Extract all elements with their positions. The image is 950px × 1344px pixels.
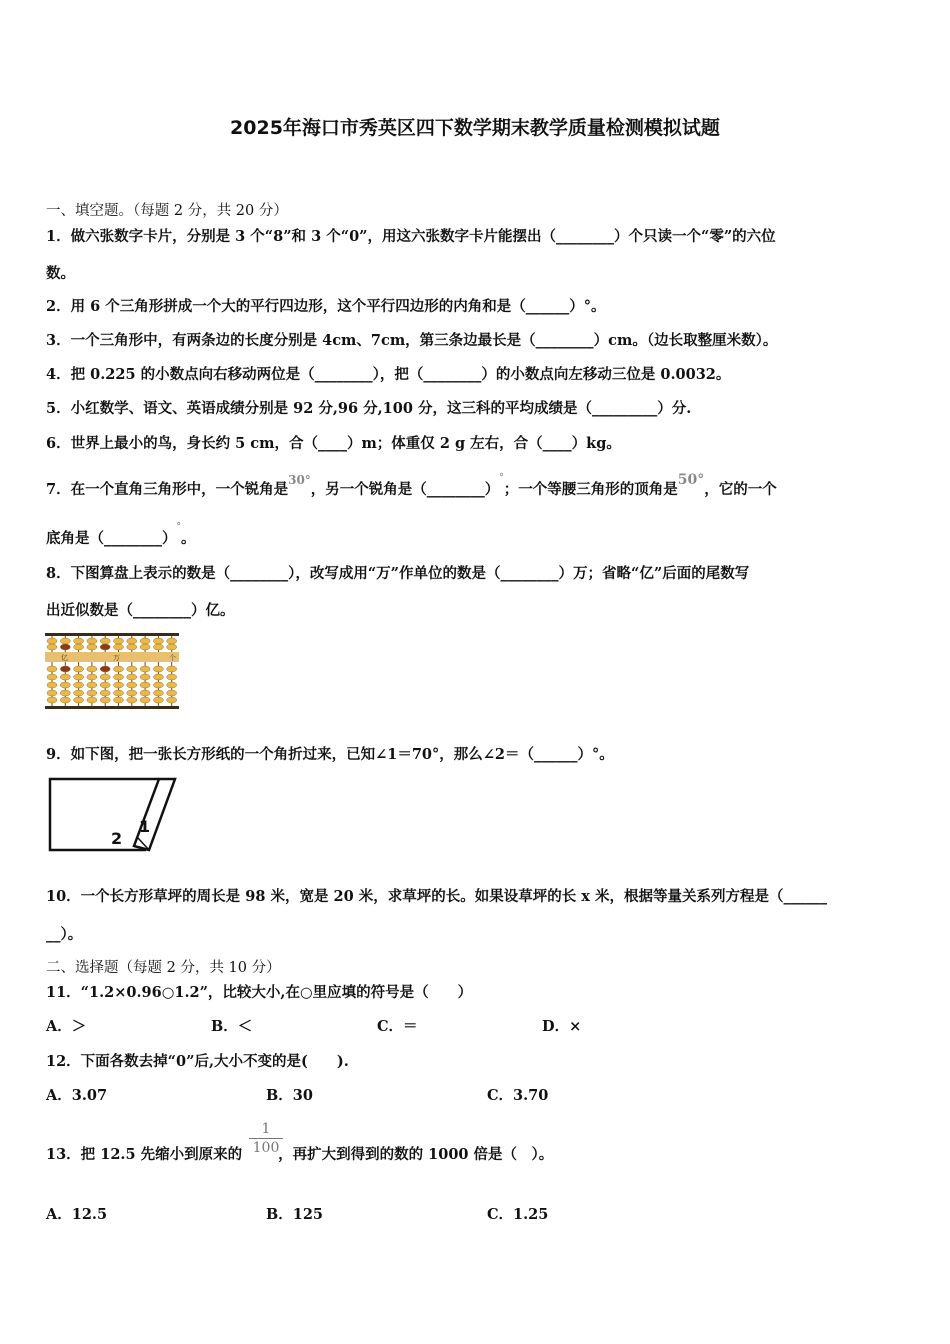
fraction-denominator: 100 (252, 1140, 280, 1156)
abacus-bead (60, 674, 70, 680)
abacus-bead (47, 690, 57, 696)
q7-angle-50: 50° (677, 472, 705, 488)
angle-1-label: 1 (139, 817, 151, 836)
q7-angle-30: 30° (288, 473, 311, 487)
abacus-bead (74, 638, 84, 644)
angle-2-label: 2 (111, 829, 123, 848)
question-5: 5．小红数学、语文、英语成绩分别是 92 分,96 分,100 分，这三科的平均成绩是（_________）分. (46, 400, 692, 417)
abacus-bead (60, 644, 70, 650)
abacus-bead (140, 690, 150, 696)
abacus-bead (167, 638, 177, 644)
abacus-bead (60, 690, 70, 696)
abacus-bead (100, 638, 110, 644)
abacus-bead (100, 697, 110, 703)
abacus-bead (74, 697, 84, 703)
abacus-bead (87, 690, 97, 696)
abacus-bead (114, 638, 124, 644)
abacus-bead (74, 690, 84, 696)
question-8-line-2: 出近似数是（________）亿。 (46, 602, 235, 619)
abacus-top-frame (45, 633, 179, 636)
abacus-bead (87, 682, 97, 688)
question-6: 6．世界上最小的鸟，身长约 5 cm，合（____）m；体重仅 2 g 左右，合（____）kg。 (46, 435, 621, 452)
q7-part1: 7．在一个直角三角形中，一个锐角是 (46, 481, 289, 498)
question-1-line-1: 1．做六张数字卡片，分别是 3 个“8”和 3 个“0”，用这六张数字卡片能摆出（________）个只读一个“零”的六位 (46, 228, 776, 245)
abacus-label-yi: 亿 (61, 654, 68, 662)
question-4: 4．把 0.225 的小数点向右移动两位是（________），把（________）的小数点向左移动三位是 0.0032。 (46, 366, 731, 383)
fraction-numerator: 1 (249, 1120, 283, 1139)
abacus-bead (87, 674, 97, 680)
abacus-bead (60, 666, 70, 672)
abacus-bead (74, 674, 84, 680)
abacus-bead (153, 638, 163, 644)
abacus-bead (87, 638, 97, 644)
q7-line2: 底角是（________） (46, 530, 177, 547)
abacus-bead (47, 682, 57, 688)
abacus-bead (47, 644, 57, 650)
question-7-line-2 (46, 522, 196, 551)
q13-part2: ，再扩大到得到的数的 1000 倍是（ ）。 (278, 1146, 554, 1163)
abacus-bead (167, 666, 177, 672)
abacus-bead (153, 682, 163, 688)
abacus-bead (140, 638, 150, 644)
abacus-bead (74, 666, 84, 672)
abacus-bead (140, 666, 150, 672)
question-9: 9．如下图，把一张长方形纸的一个角折过来，已知∠1＝70°，那么∠2＝（______）°。 (46, 746, 614, 763)
abacus-bead (127, 666, 137, 672)
abacus-bead (167, 644, 177, 650)
abacus-bead (153, 674, 163, 680)
question-7-line-1 (46, 472, 777, 502)
question-2: 2．用 6 个三角形拼成一个大的平行四边形，这个平行四边形的内角和是（______）°。 (46, 298, 606, 315)
abacus-bead (47, 666, 57, 672)
q7-line2-end: 。 (181, 530, 196, 547)
abacus-bead (87, 644, 97, 650)
q12-option-a[interactable]: A．3.07 (46, 1087, 108, 1104)
abacus-bead (114, 690, 124, 696)
q11-option-b[interactable]: B．＜ (211, 1018, 253, 1035)
q13-option-a[interactable]: A．12.5 (46, 1206, 108, 1223)
q11-option-a[interactable]: A．＞ (46, 1018, 87, 1035)
question-13 (46, 1145, 553, 1165)
question-10-line-2: __）。 (46, 926, 83, 943)
abacus-bead (153, 666, 163, 672)
abacus-bead (114, 674, 124, 680)
abacus-bead (100, 690, 110, 696)
q11-option-c[interactable]: C．＝ (377, 1018, 418, 1035)
abacus-bead (87, 666, 97, 672)
abacus-bead (167, 682, 177, 688)
abacus-bead (127, 697, 137, 703)
abacus-bead (47, 697, 57, 703)
abacus-bead (153, 697, 163, 703)
q13-option-c[interactable]: C．1.25 (487, 1206, 549, 1223)
abacus-bead (47, 638, 57, 644)
abacus-bead (153, 644, 163, 650)
abacus-bead (127, 682, 137, 688)
abacus-bead (114, 682, 124, 688)
abacus-bead (127, 638, 137, 644)
question-12: 12．下面各数去掉“0”后,大小不变的是( ). (46, 1053, 349, 1070)
q7-degree-2: ° (176, 522, 181, 532)
abacus-bead (140, 674, 150, 680)
q13-option-b[interactable]: B．125 (266, 1206, 324, 1223)
abacus-bead (74, 644, 84, 650)
abacus-bead (47, 674, 57, 680)
abacus-bead (74, 682, 84, 688)
abacus-bead (167, 690, 177, 696)
abacus-bead (60, 682, 70, 688)
q7-part4: ，它的一个 (704, 481, 777, 498)
abacus-bead (140, 644, 150, 650)
question-1-line-2: 数。 (46, 265, 75, 282)
abacus-bead (140, 697, 150, 703)
question-8-line-1: 8．下图算盘上表示的数是（________），改写成用“万”作单位的数是（________）万；省略“亿”后面的尾数写 (46, 565, 750, 582)
abacus-bead (100, 682, 110, 688)
question-10-line-1: 10．一个长方形草坪的周长是 98 米，宽是 20 米，求草坪的长。如果设草坪的长 x 米，根据等量关系列方程是（______ (46, 888, 827, 905)
abacus-beads (47, 638, 177, 703)
page-title: 2025年海口市秀英区四下数学期末教学质量检测模拟试题 (230, 117, 720, 139)
q13-part1: 13．把 12.5 先缩小到原来的 (46, 1146, 243, 1163)
abacus-bead (114, 644, 124, 650)
abacus-bead (140, 682, 150, 688)
abacus-bead (60, 697, 70, 703)
rectangle-edges (50, 779, 159, 850)
abacus-bead (114, 697, 124, 703)
section-1-heading: 一、填空题。（每题 2 分，共 20 分） (46, 203, 288, 219)
abacus-label-wan: 万 (113, 654, 120, 662)
question-11: 11．“1.2×0.96○1.2”，比较大小,在○里应填的符号是（ ） (46, 984, 473, 1001)
folded-rectangle-figure (46, 776, 180, 854)
abacus-bead (167, 697, 177, 703)
q12-option-c[interactable]: C．3.70 (487, 1087, 549, 1104)
abacus-bead (167, 674, 177, 680)
abacus-bottom-frame (45, 706, 179, 709)
abacus-bead (87, 697, 97, 703)
abacus-bead (127, 644, 137, 650)
abacus-bead (127, 674, 137, 680)
section-2-heading: 二、选择题（每题 2 分，共 10 分） (46, 960, 281, 976)
abacus-bead (153, 690, 163, 696)
abacus-bead (100, 666, 110, 672)
abacus-bead (114, 666, 124, 672)
abacus-image (45, 633, 179, 709)
abacus-label-ge: 个 (169, 654, 176, 662)
q7-degree-1: ° (499, 473, 504, 483)
abacus-bead (60, 638, 70, 644)
abacus-bead (127, 690, 137, 696)
q11-option-d[interactable]: D．× (542, 1018, 582, 1035)
abacus-bead (100, 644, 110, 650)
q13-fraction (249, 1120, 283, 1157)
q7-part3: ；一个等腰三角形的顶角是 (503, 481, 678, 498)
q12-option-b[interactable]: B．30 (266, 1087, 313, 1104)
abacus-bead (100, 674, 110, 680)
question-3: 3．一个三角形中，有两条边的长度分别是 4cm、7cm，第三条边最长是（________）cm。（边长取整厘米数）。 (46, 332, 778, 349)
q7-part2: ，另一个锐角是（________） (310, 481, 500, 498)
